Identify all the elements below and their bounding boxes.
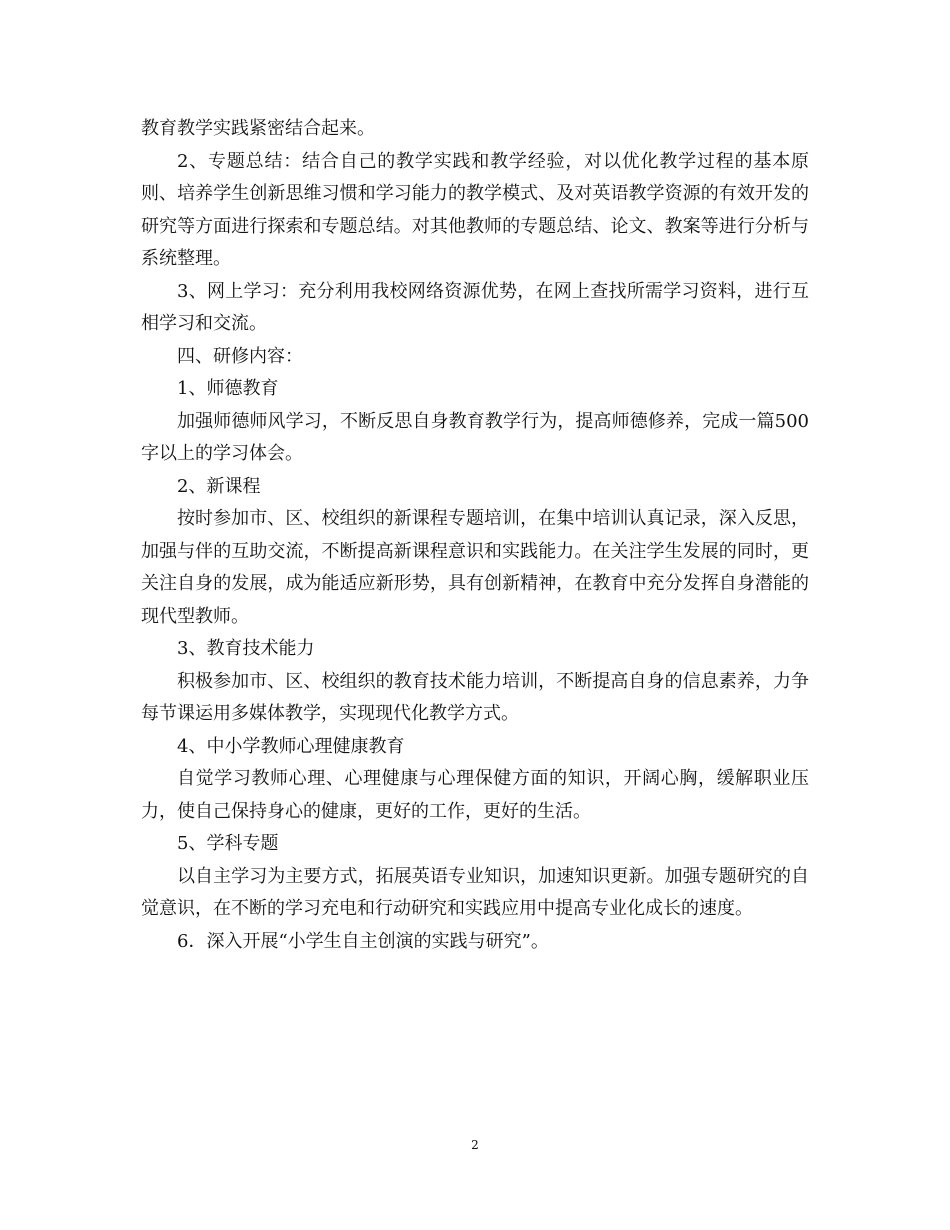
subheading-teacher-ethics: 1、师德教育: [177, 378, 279, 399]
paragraph-new-curriculum: 按时参加市、区、校组织的新课程专题培训，在集中培训认真记录，深入反思，加强与伴的互助交流，不断提高新课程意识和实践能力。在关注学生发展的同时，更关注自身的发展，成为能适应新形势，具有创新精神，在教育中充分发挥自身潜能的现代型教师。: [141, 508, 809, 627]
subheading-subject-topic: 5、学科专题: [177, 833, 279, 854]
paragraph-topic-summary: 2、专题总结：结合自己的教学实践和教学经验，对以优化教学过程的基本原则、培养学生创新思维习惯和学习能力的教学模式、及对英语教学资源的有效开发的研究等方面进行探索和专题总结。对其他教师的专题总结、论文、教案等进行分析与系统整理。: [141, 150, 809, 269]
subheading-new-curriculum: 2、新课程: [177, 475, 261, 497]
paragraph-edu-technology: 积极参加市、区、校组织的教育技术能力培训，不断提高自身的信息素养，力争每节课运用多媒体教学，实现现代化教学方式。: [141, 670, 809, 724]
paragraph-creative-practice: 6．深入开展“小学生自主创演的实践与研究”。: [177, 930, 549, 952]
paragraph-online-learning: 3、网上学习：充分利用我校网络资源优势，在网上查找所需学习资料，进行互相学习和交流。: [141, 280, 809, 334]
paragraph-subject-topic: 以自主学习为主要方式，拓展英语专业知识，加速知识更新。加强专题研究的自觉意识，在不断的学习充电和行动研究和实践应用中提高专业化成长的速度。: [141, 865, 809, 919]
page-number: 2: [471, 1138, 479, 1152]
document-body: [141, 113, 809, 958]
section-heading-study-content: 四、研修内容：: [177, 345, 303, 367]
subheading-mental-health: 4、中小学教师心理健康教育: [177, 735, 405, 757]
paragraph-mental-health: 自觉学习教师心理、心理健康与心理保健方面的知识，开阔心胸，缓解职业压力，使自己保持身心的健康，更好的工作，更好的生活。: [141, 768, 809, 822]
paragraph-continuation: 教育教学实践紧密结合起来。: [141, 118, 375, 139]
subheading-edu-technology: 3、教育技术能力: [177, 638, 315, 659]
paragraph-teacher-ethics: 加强师德师风学习，不断反思自身教育教学行为，提高师德修养，完成一篇500字以上的学习体会。: [141, 410, 809, 464]
